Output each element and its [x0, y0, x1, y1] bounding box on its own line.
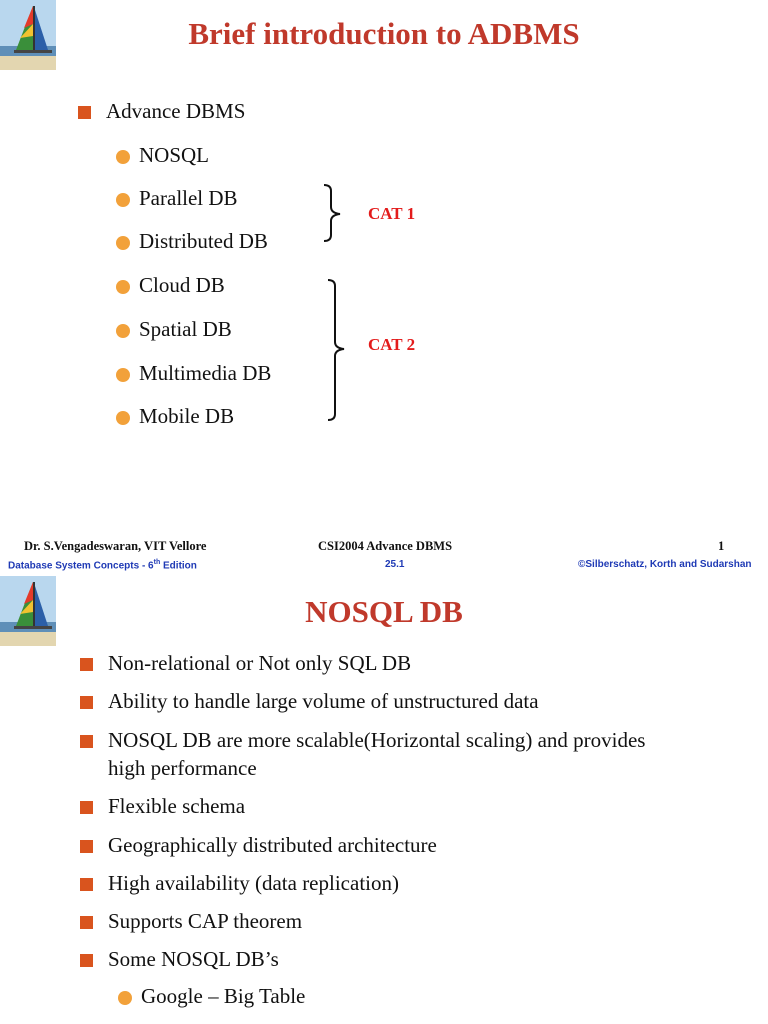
main-bullet-text: Advance DBMS: [106, 99, 246, 123]
sub-bullet-text: NOSQL: [139, 143, 210, 167]
square-bullet-icon: [80, 801, 93, 814]
square-bullet-icon: [80, 878, 93, 891]
sub-bullet-text: Parallel DB: [139, 186, 238, 210]
round-bullet-icon: [116, 368, 130, 382]
bullet-text: Non-relational or Not only SQL DB: [108, 651, 412, 675]
footer-course: CSI2004 Advance DBMS: [318, 539, 453, 553]
sub-bullet-text: Google – Big Table: [141, 984, 306, 1008]
round-bullet-icon: [116, 150, 130, 164]
book-title-prefix: Database System Concepts - 6: [8, 560, 154, 572]
bullet-text: Geographically distributed architecture: [108, 833, 437, 857]
bullet-text: Ability to handle large volume of unstructured data: [108, 689, 539, 713]
slide-title: Brief introduction to ADBMS: [188, 16, 580, 51]
book-title: [8, 559, 197, 571]
curly-brace-cat2: [322, 278, 352, 424]
curly-brace-cat1: [318, 183, 348, 243]
round-bullet-icon: [116, 324, 130, 338]
bullet-text: Flexible schema: [108, 794, 246, 818]
square-bullet-icon: [80, 916, 93, 929]
bullet-text: NOSQL DB are more scalable(Horizontal scaling) and provides: [108, 728, 646, 752]
square-bullet-icon: [80, 696, 93, 709]
footer-author: Dr. S.Vengadeswaran, VIT Vellore: [24, 539, 207, 553]
footer-page-number: 1: [718, 539, 725, 553]
square-bullet-icon: [78, 106, 91, 119]
sub-bullet-text: Multimedia DB: [139, 361, 272, 385]
round-bullet-icon: [116, 411, 130, 425]
round-bullet-icon: [116, 193, 130, 207]
bullet-text: Supports CAP theorem: [108, 909, 303, 933]
copyright-text: ©Silberschatz, Korth and Sudarshan: [578, 559, 752, 570]
book-info-bar: [0, 556, 768, 576]
round-bullet-icon: [116, 236, 130, 250]
square-bullet-icon: [80, 658, 93, 671]
square-bullet-icon: [80, 735, 93, 748]
sub-bullet-text: Distributed DB: [139, 229, 268, 253]
cat1-label: CAT 1: [368, 204, 416, 223]
square-bullet-icon: [80, 954, 93, 967]
slide-2: [0, 576, 768, 1024]
bullet-text: High availability (data replication): [108, 871, 399, 895]
book-title-suffix: Edition: [160, 560, 197, 572]
bullet-text-continuation: high performance: [108, 756, 257, 780]
book-title-sup: th: [153, 559, 161, 566]
sub-bullet-text: Cloud DB: [139, 273, 225, 297]
bullet-text: Some NOSQL DB’s: [108, 947, 279, 971]
cat2-label: CAT 2: [368, 335, 416, 354]
section-number: 25.1: [385, 559, 405, 570]
round-bullet-icon: [118, 991, 132, 1005]
slide-title: NOSQL DB: [305, 594, 463, 629]
sub-bullet-text: Mobile DB: [139, 404, 235, 428]
sub-bullet-text: Spatial DB: [139, 317, 232, 341]
square-bullet-icon: [80, 840, 93, 853]
round-bullet-icon: [116, 280, 130, 294]
